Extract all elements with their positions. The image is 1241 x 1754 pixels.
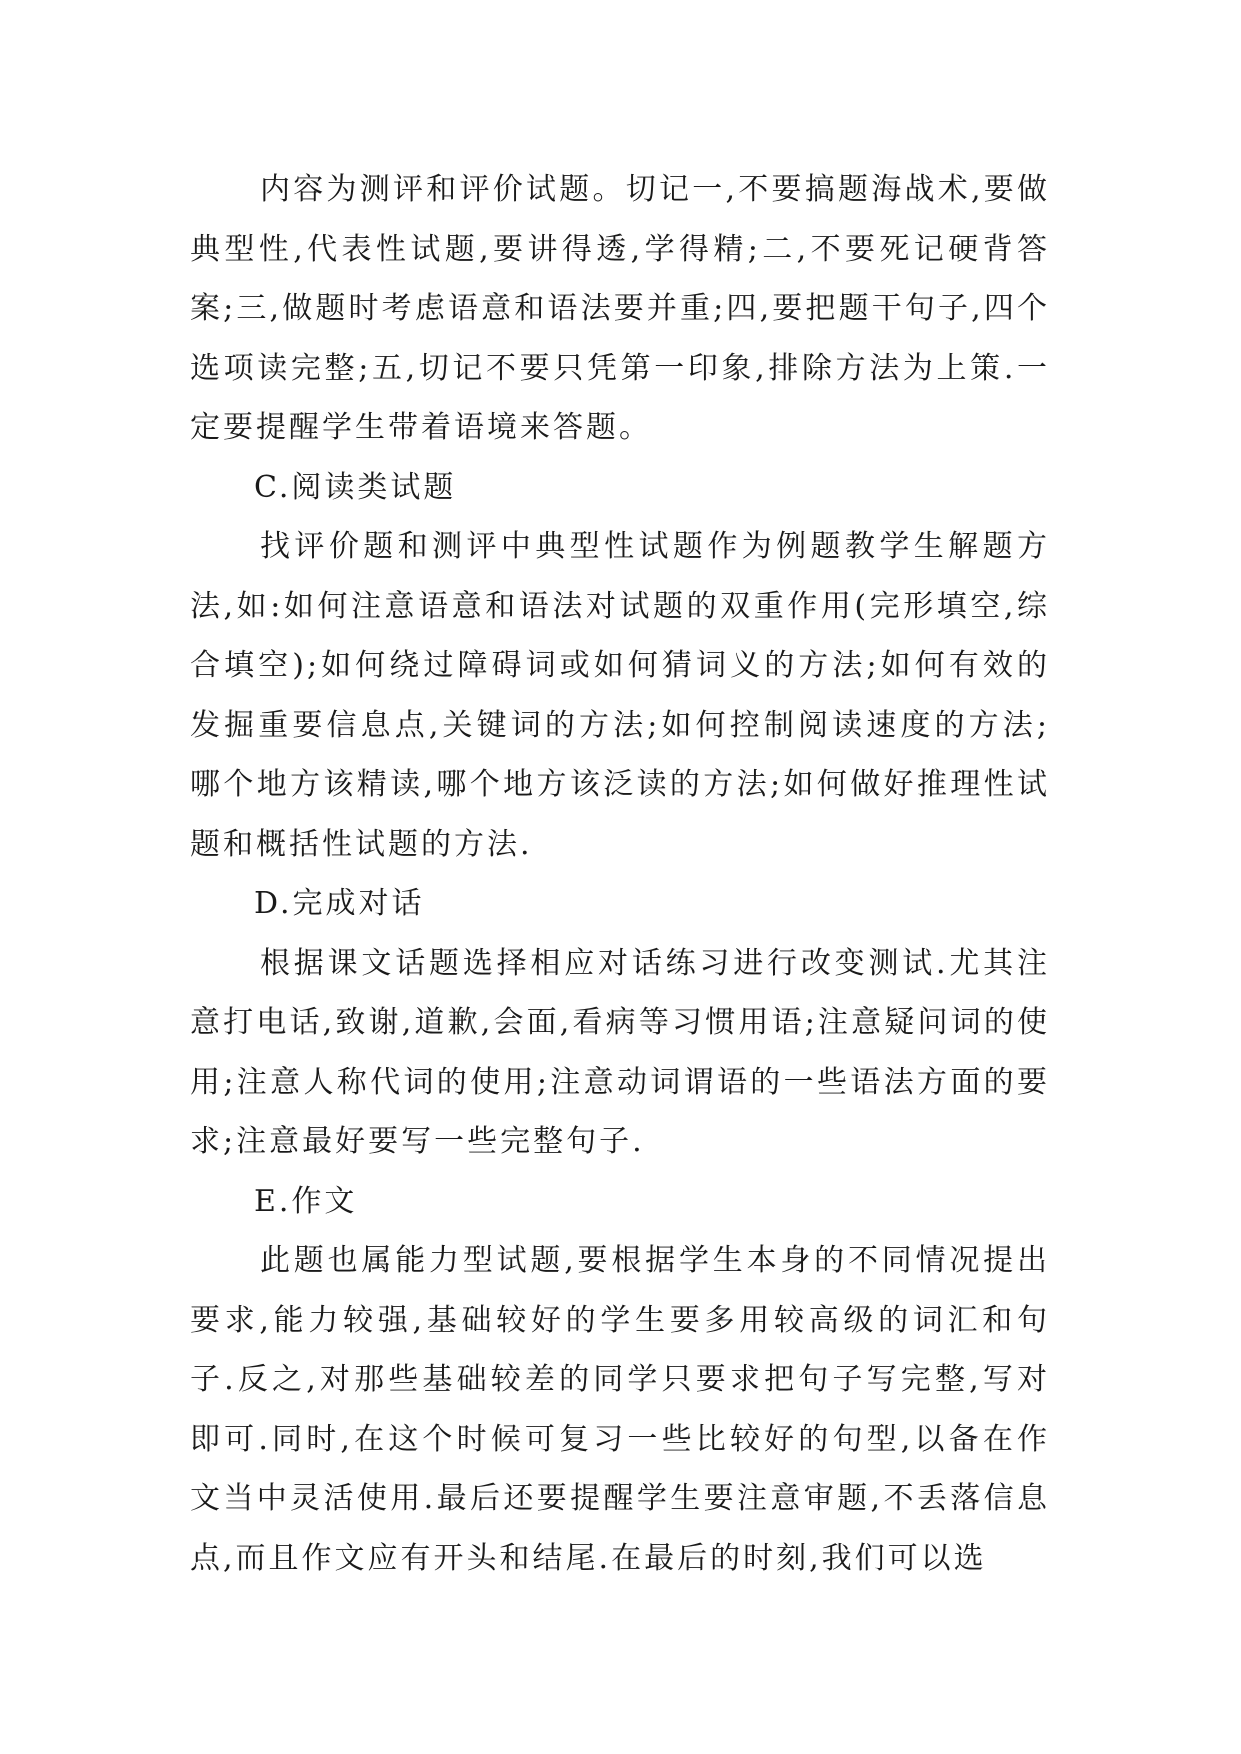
paragraph-dialogue: 根据课文话题选择相应对话练习进行改变测试.尤其注意打电话,致谢,道歉,会面,看病等习惯用语;注意疑问词的使用;注意人称代词的使用;注意动词谓语的一些语法方面的要求;注意最好要写一些完整句子. — [190, 945, 1050, 1159]
paragraph-test-items: 内容为测评和评价试题。切记一,不要搞题海战术,要做典型性,代表性试题,要讲得透,学得精;二,不要死记硬背答案;三,做题时考虑语意和语法要并重;四,要把题干句子,四个选项读完整;五,切记不要只凭第一印象,排除方法为上策.一定要提醒学生带着语境来答题。 — [190, 172, 1050, 445]
paragraph-reading: 找评价题和测评中典型性试题作为例题教学生解题方法,如:如何注意语意和语法对试题的双重作用(完形填空,综合填空);如何绕过障碍词或如何猜词义的方法;如何有效的发掘重要信息点,关键词的方法;如何控制阅读速度的方法;哪个地方该精读,哪个地方该泛读的方法;如何做好推理性试题和概括性试题的方法. — [190, 529, 1050, 862]
heading-composition: E.作文 — [254, 1183, 358, 1219]
heading-reading: C.阅读类试题 — [254, 469, 457, 505]
paragraph-composition: 此题也属能力型试题,要根据学生本身的不同情况提出要求,能力较强,基础较好的学生要多用较高级的词汇和句子.反之,对那些基础较差的同学只要求把句子写完整,写对即可.同时,在这个时候可复习一些比较好的句型,以备在作文当中灵活使用.最后还要提醒学生要注意审题,不丢落信息点,而且作文应有开头和结尾.在最后的时刻,我们可以选 — [190, 1243, 1050, 1576]
document-body — [190, 160, 1050, 1588]
heading-dialogue: D.完成对话 — [254, 886, 425, 921]
